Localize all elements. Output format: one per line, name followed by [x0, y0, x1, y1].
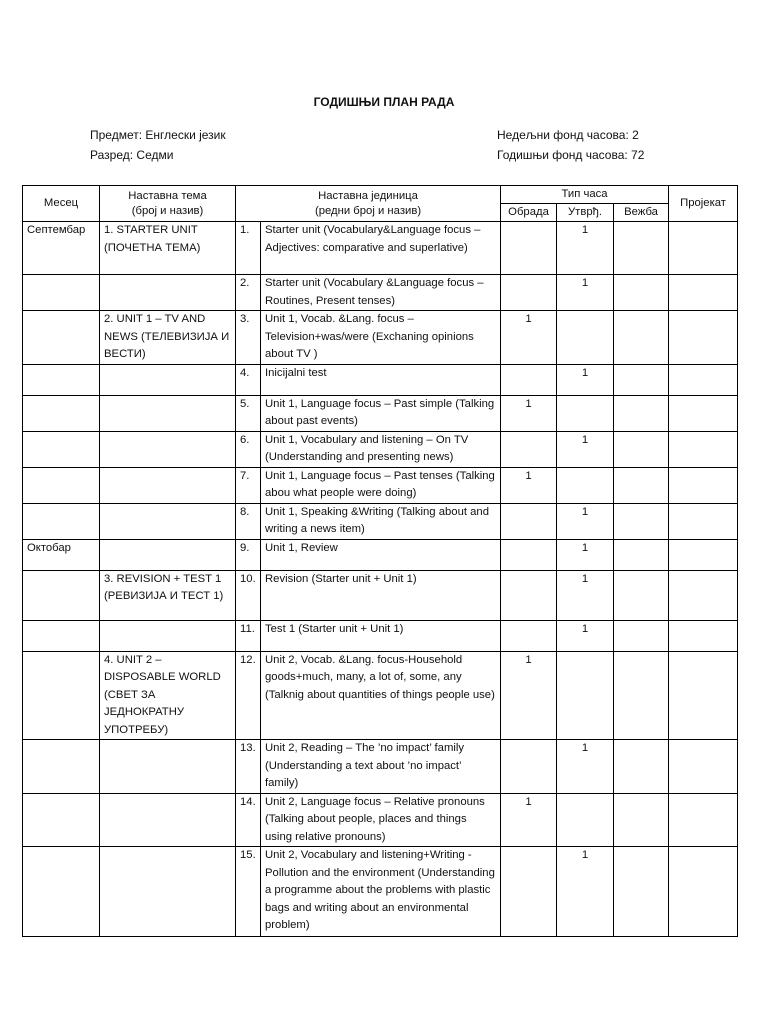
col-unit-header — [236, 186, 501, 222]
obrada-cell — [501, 222, 557, 275]
project-cell — [669, 222, 738, 275]
obrada-cell — [501, 539, 557, 570]
unit-number-cell: 6. — [236, 431, 261, 467]
vezba-cell — [614, 311, 669, 365]
topic-cell — [100, 395, 236, 431]
vezba-cell — [614, 467, 669, 503]
utvrd-cell: 1 — [557, 539, 614, 570]
unit-number-cell: 13. — [236, 740, 261, 794]
table-row — [23, 311, 738, 365]
unit-cell: Unit 1, Language focus – Past simple (Talking about past events) — [261, 395, 501, 431]
month-cell: Октобар — [23, 539, 100, 570]
utvrd-cell — [557, 395, 614, 431]
vezba-cell — [614, 503, 669, 539]
vezba-cell — [614, 620, 669, 651]
table-row — [23, 793, 738, 847]
unit-number-cell: 2. — [236, 275, 261, 311]
project-cell — [669, 275, 738, 311]
month-cell — [23, 570, 100, 620]
project-cell — [669, 467, 738, 503]
topic-cell — [100, 503, 236, 539]
weekly-hours-label: Недељни фонд часова: 2 — [497, 128, 639, 142]
obrada-cell: 1 — [501, 311, 557, 365]
topic-cell: 1. STARTER UNIT (ПОЧЕТНА ТЕМА) — [100, 222, 236, 275]
unit-cell: Unit 2, Language focus – Relative pronouns (Talking about people, places and things using relative pronouns) — [261, 793, 501, 847]
unit-number-cell: 12. — [236, 651, 261, 740]
unit-number-cell: 7. — [236, 467, 261, 503]
unit-number-cell: 5. — [236, 395, 261, 431]
topic-cell: 4. UNIT 2 – DISPOSABLE WORLD (СВЕТ ЗА ЈЕДНОКРАТНУ УПОТРЕБУ) — [100, 651, 236, 740]
table-row — [23, 275, 738, 311]
project-cell — [669, 740, 738, 794]
col-project-header: Пројекат — [669, 186, 738, 222]
unit-cell: Unit 1, Language focus – Past tenses (Talking abou what people were doing) — [261, 467, 501, 503]
utvrd-cell: 1 — [557, 847, 614, 937]
topic-cell — [100, 847, 236, 937]
topic-cell — [100, 793, 236, 847]
plan-table-body — [23, 222, 738, 937]
vezba-cell — [614, 222, 669, 275]
col-obrada-header: Обрада — [501, 204, 557, 222]
month-cell — [23, 651, 100, 740]
utvrd-cell — [557, 311, 614, 365]
utvrd-cell: 1 — [557, 620, 614, 651]
obrada-cell — [501, 740, 557, 794]
utvrd-cell — [557, 793, 614, 847]
vezba-cell — [614, 431, 669, 467]
vezba-cell — [614, 740, 669, 794]
table-row — [23, 467, 738, 503]
topic-header-sub: (број и назив) — [131, 204, 204, 217]
obrada-cell: 1 — [501, 793, 557, 847]
topic-cell — [100, 620, 236, 651]
table-row — [23, 740, 738, 794]
utvrd-cell: 1 — [557, 570, 614, 620]
unit-cell: Revision (Starter unit + Unit 1) — [261, 570, 501, 620]
topic-cell — [100, 364, 236, 395]
obrada-cell — [501, 431, 557, 467]
unit-number-cell: 9. — [236, 539, 261, 570]
project-cell — [669, 847, 738, 937]
obrada-cell — [501, 364, 557, 395]
project-cell — [669, 620, 738, 651]
project-cell — [669, 364, 738, 395]
unit-number-cell: 15. — [236, 847, 261, 937]
unit-cell: Inicijalni test — [261, 364, 501, 395]
page-title: ГОДИШЊИ ПЛАН РАДА — [313, 95, 455, 109]
month-cell: Септембар — [23, 222, 100, 275]
utvrd-cell: 1 — [557, 740, 614, 794]
utvrd-cell: 1 — [557, 503, 614, 539]
topic-cell — [100, 740, 236, 794]
col-type-header: Тип часа — [501, 186, 669, 204]
obrada-cell — [501, 275, 557, 311]
topic-cell — [100, 275, 236, 311]
month-cell — [23, 275, 100, 311]
unit-cell: Unit 1, Vocab. &Lang. focus – Television+was/were (Exchaning opinions about TV ) — [261, 311, 501, 365]
month-cell — [23, 395, 100, 431]
topic-cell — [100, 431, 236, 467]
unit-number-cell: 4. — [236, 364, 261, 395]
utvrd-cell: 1 — [557, 431, 614, 467]
vezba-cell — [614, 539, 669, 570]
vezba-cell — [614, 793, 669, 847]
obrada-cell — [501, 570, 557, 620]
unit-number-cell: 10. — [236, 570, 261, 620]
table-row — [23, 503, 738, 539]
month-cell — [23, 431, 100, 467]
utvrd-cell: 1 — [557, 275, 614, 311]
topic-cell: 3. REVISION + TEST 1 (РЕВИЗИЈА И ТЕСТ 1) — [100, 570, 236, 620]
grade-label: Разред: Седми — [90, 148, 174, 162]
vezba-cell — [614, 570, 669, 620]
unit-number-cell: 14. — [236, 793, 261, 847]
vezba-cell — [614, 395, 669, 431]
month-cell — [23, 364, 100, 395]
obrada-cell — [501, 503, 557, 539]
month-cell — [23, 620, 100, 651]
table-row — [23, 539, 738, 570]
project-cell — [669, 651, 738, 740]
obrada-cell: 1 — [501, 651, 557, 740]
unit-cell: Unit 1, Vocabulary and listening – On TV (Understanding and presenting news) — [261, 431, 501, 467]
topic-cell — [100, 539, 236, 570]
project-cell — [669, 570, 738, 620]
project-cell — [669, 311, 738, 365]
vezba-cell — [614, 651, 669, 740]
vezba-cell — [614, 275, 669, 311]
unit-cell: Starter unit (Vocabulary&Language focus – Adjectives: comparative and superlative) — [261, 222, 501, 275]
col-month-header: Месец — [23, 186, 100, 222]
topic-cell: 2. UNIT 1 – TV AND NEWS (ТЕЛЕВИЗИЈА И ВЕСТИ) — [100, 311, 236, 365]
month-cell — [23, 847, 100, 937]
unit-cell: Unit 2, Vocab. &Lang. focus-Household goods+much, many, a lot of, some, any (Talknig about quantities of things people use) — [261, 651, 501, 740]
obrada-cell — [501, 620, 557, 651]
month-cell — [23, 503, 100, 539]
unit-number-cell: 8. — [236, 503, 261, 539]
project-cell — [669, 503, 738, 539]
vezba-cell — [614, 847, 669, 937]
table-row — [23, 364, 738, 395]
month-cell — [23, 793, 100, 847]
topic-header-label: Наставна тема — [128, 189, 207, 202]
project-cell — [669, 431, 738, 467]
unit-number-cell: 1. — [236, 222, 261, 275]
utvrd-cell: 1 — [557, 364, 614, 395]
unit-cell: Unit 2, Reading – The ’no impact’ family (Understanding a text about ’no impact’ family) — [261, 740, 501, 794]
project-cell — [669, 793, 738, 847]
unit-cell: Starter unit (Vocabulary &Language focus – Routines, Present tenses) — [261, 275, 501, 311]
month-cell — [23, 467, 100, 503]
table-row — [23, 395, 738, 431]
project-cell — [669, 395, 738, 431]
obrada-cell — [501, 847, 557, 937]
table-row — [23, 570, 738, 620]
col-utvrd-header: Утврђ. — [557, 204, 614, 222]
annual-plan-table — [22, 185, 738, 937]
col-vezba-header: Вежба — [614, 204, 669, 222]
table-row — [23, 651, 738, 740]
subject-label: Предмет: Енглески језик — [90, 128, 226, 142]
unit-number-cell: 3. — [236, 311, 261, 365]
obrada-cell: 1 — [501, 467, 557, 503]
utvrd-cell: 1 — [557, 222, 614, 275]
col-topic-header — [100, 186, 236, 222]
table-row — [23, 431, 738, 467]
unit-cell: Unit 2, Vocabulary and listening+Writing - Pollution and the environment (Understanding a programme about the problems with plastic bags and writing about an environmental problem) — [261, 847, 501, 937]
month-cell — [23, 740, 100, 794]
vezba-cell — [614, 364, 669, 395]
unit-cell: Unit 1, Review — [261, 539, 501, 570]
yearly-hours-label: Годишњи фонд часова: 72 — [497, 148, 645, 162]
table-row — [23, 620, 738, 651]
utvrd-cell — [557, 651, 614, 740]
month-cell — [23, 311, 100, 365]
unit-header-label: Наставна јединица — [318, 189, 418, 202]
unit-number-cell: 11. — [236, 620, 261, 651]
unit-cell: Test 1 (Starter unit + Unit 1) — [261, 620, 501, 651]
table-row — [23, 847, 738, 937]
topic-cell — [100, 467, 236, 503]
unit-cell: Unit 1, Speaking &Writing (Talking about and writing a news item) — [261, 503, 501, 539]
obrada-cell: 1 — [501, 395, 557, 431]
unit-header-sub: (редни број и назив) — [314, 204, 422, 217]
table-row — [23, 222, 738, 275]
project-cell — [669, 539, 738, 570]
utvrd-cell — [557, 467, 614, 503]
